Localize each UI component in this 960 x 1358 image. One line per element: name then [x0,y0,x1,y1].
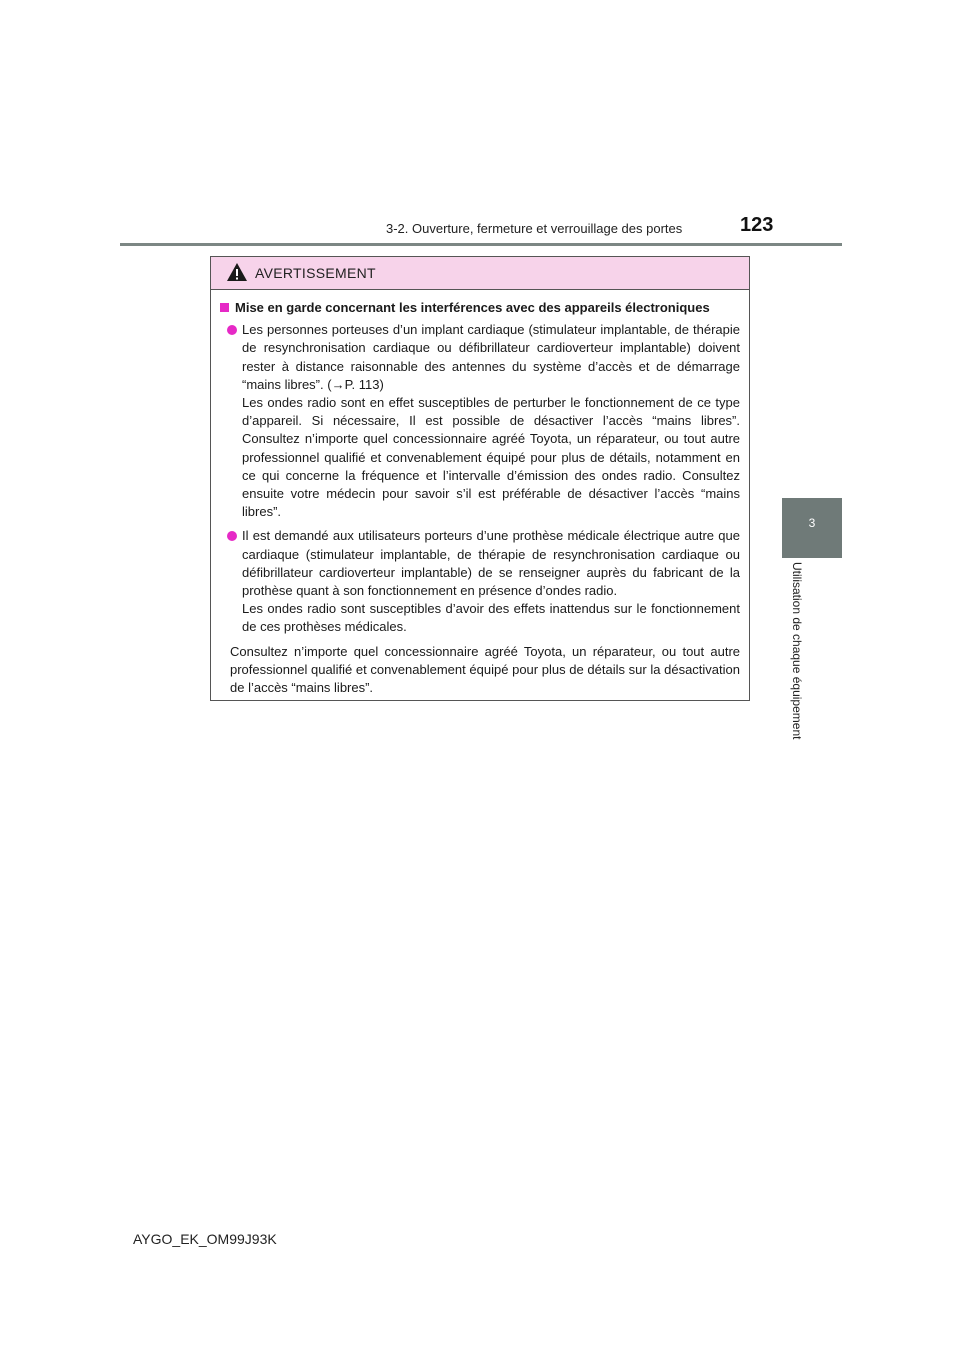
warning-triangle-icon [226,262,248,282]
chapter-number: 3 [808,516,816,530]
circle-bullet-icon [227,531,237,541]
bullet-paragraph: Il est demandé aux utilisateurs porteurs d’une prothèse médicale électrique autre que cardiaque (stimulateur implantable, de thérapie de resynchronisation cardiaque ou défibrillateur cardioverteur implantable) de se renseigner auprès du fabricant de la prothèse quant à son fonctionnement en présence d’ondes radio. [242,528,740,599]
page-number: 123 [740,214,774,236]
warning-title: AVERTISSEMENT [255,265,376,281]
bullet-paragraph: Les personnes porteuses d’un implant cardiaque (stimulateur implantable, de thérapie de resynchronisation cardiaque ou défibrillateur cardioverteur implantable) doivent rester à distance raisonnable des antennes du système d’accès et de démarrage “mains libres”. (→P. 113) [242,322,740,392]
warning-box [210,256,750,701]
chapter-title: Utilisation de chaque équipement [790,562,804,740]
warning-body [211,290,749,697]
circle-bullet-icon [227,325,237,335]
warning-section-heading [220,299,740,317]
square-bullet-icon [220,303,229,312]
warning-header [211,257,749,290]
running-header-section-title: 3-2. Ouverture, fermeture et verrouillage des portes [386,221,683,236]
document-code: AYGO_EK_OM99J93K [133,1231,277,1247]
warning-bullet-item [220,321,740,521]
warning-bullet-item [220,527,740,636]
bullet-paragraph: Les ondes radio sont susceptibles d’avoir des effets inattendus sur le fonctionnement de ces prothèses médicales. [242,601,740,635]
header-divider [120,243,842,246]
chapter-tab [782,498,842,558]
warning-heading-text: Mise en garde concernant les interférences avec des appareils électroniques [235,300,710,315]
warning-closing-paragraph: Consultez n’importe quel concessionnaire agréé Toyota, un réparateur, ou tout autre professionnel qualifié et convenablement équipé pour plus de détails sur la désactivation de l’accès “mains libres”. [230,643,740,696]
bullet-paragraph: Les ondes radio sont en effet susceptibles de perturber le fonctionnement de ce type d’appareil. Si nécessaire, Il est possible de désactiver l’accès “mains libres”. Consultez n’importe quel concessionnaire agréé Toyota, un réparateur, ou tout autre professionnel qualifié et convenablement équipé pour plus de détails, notamment en ce qui concerne la fréquence et l’intervalle d’émission des ondes radio. Consultez ensuite votre médecin pour savoir s’il est préférable de désactiver l’accès “mains libres”. [242,395,740,520]
chapter-title-container [782,562,812,762]
